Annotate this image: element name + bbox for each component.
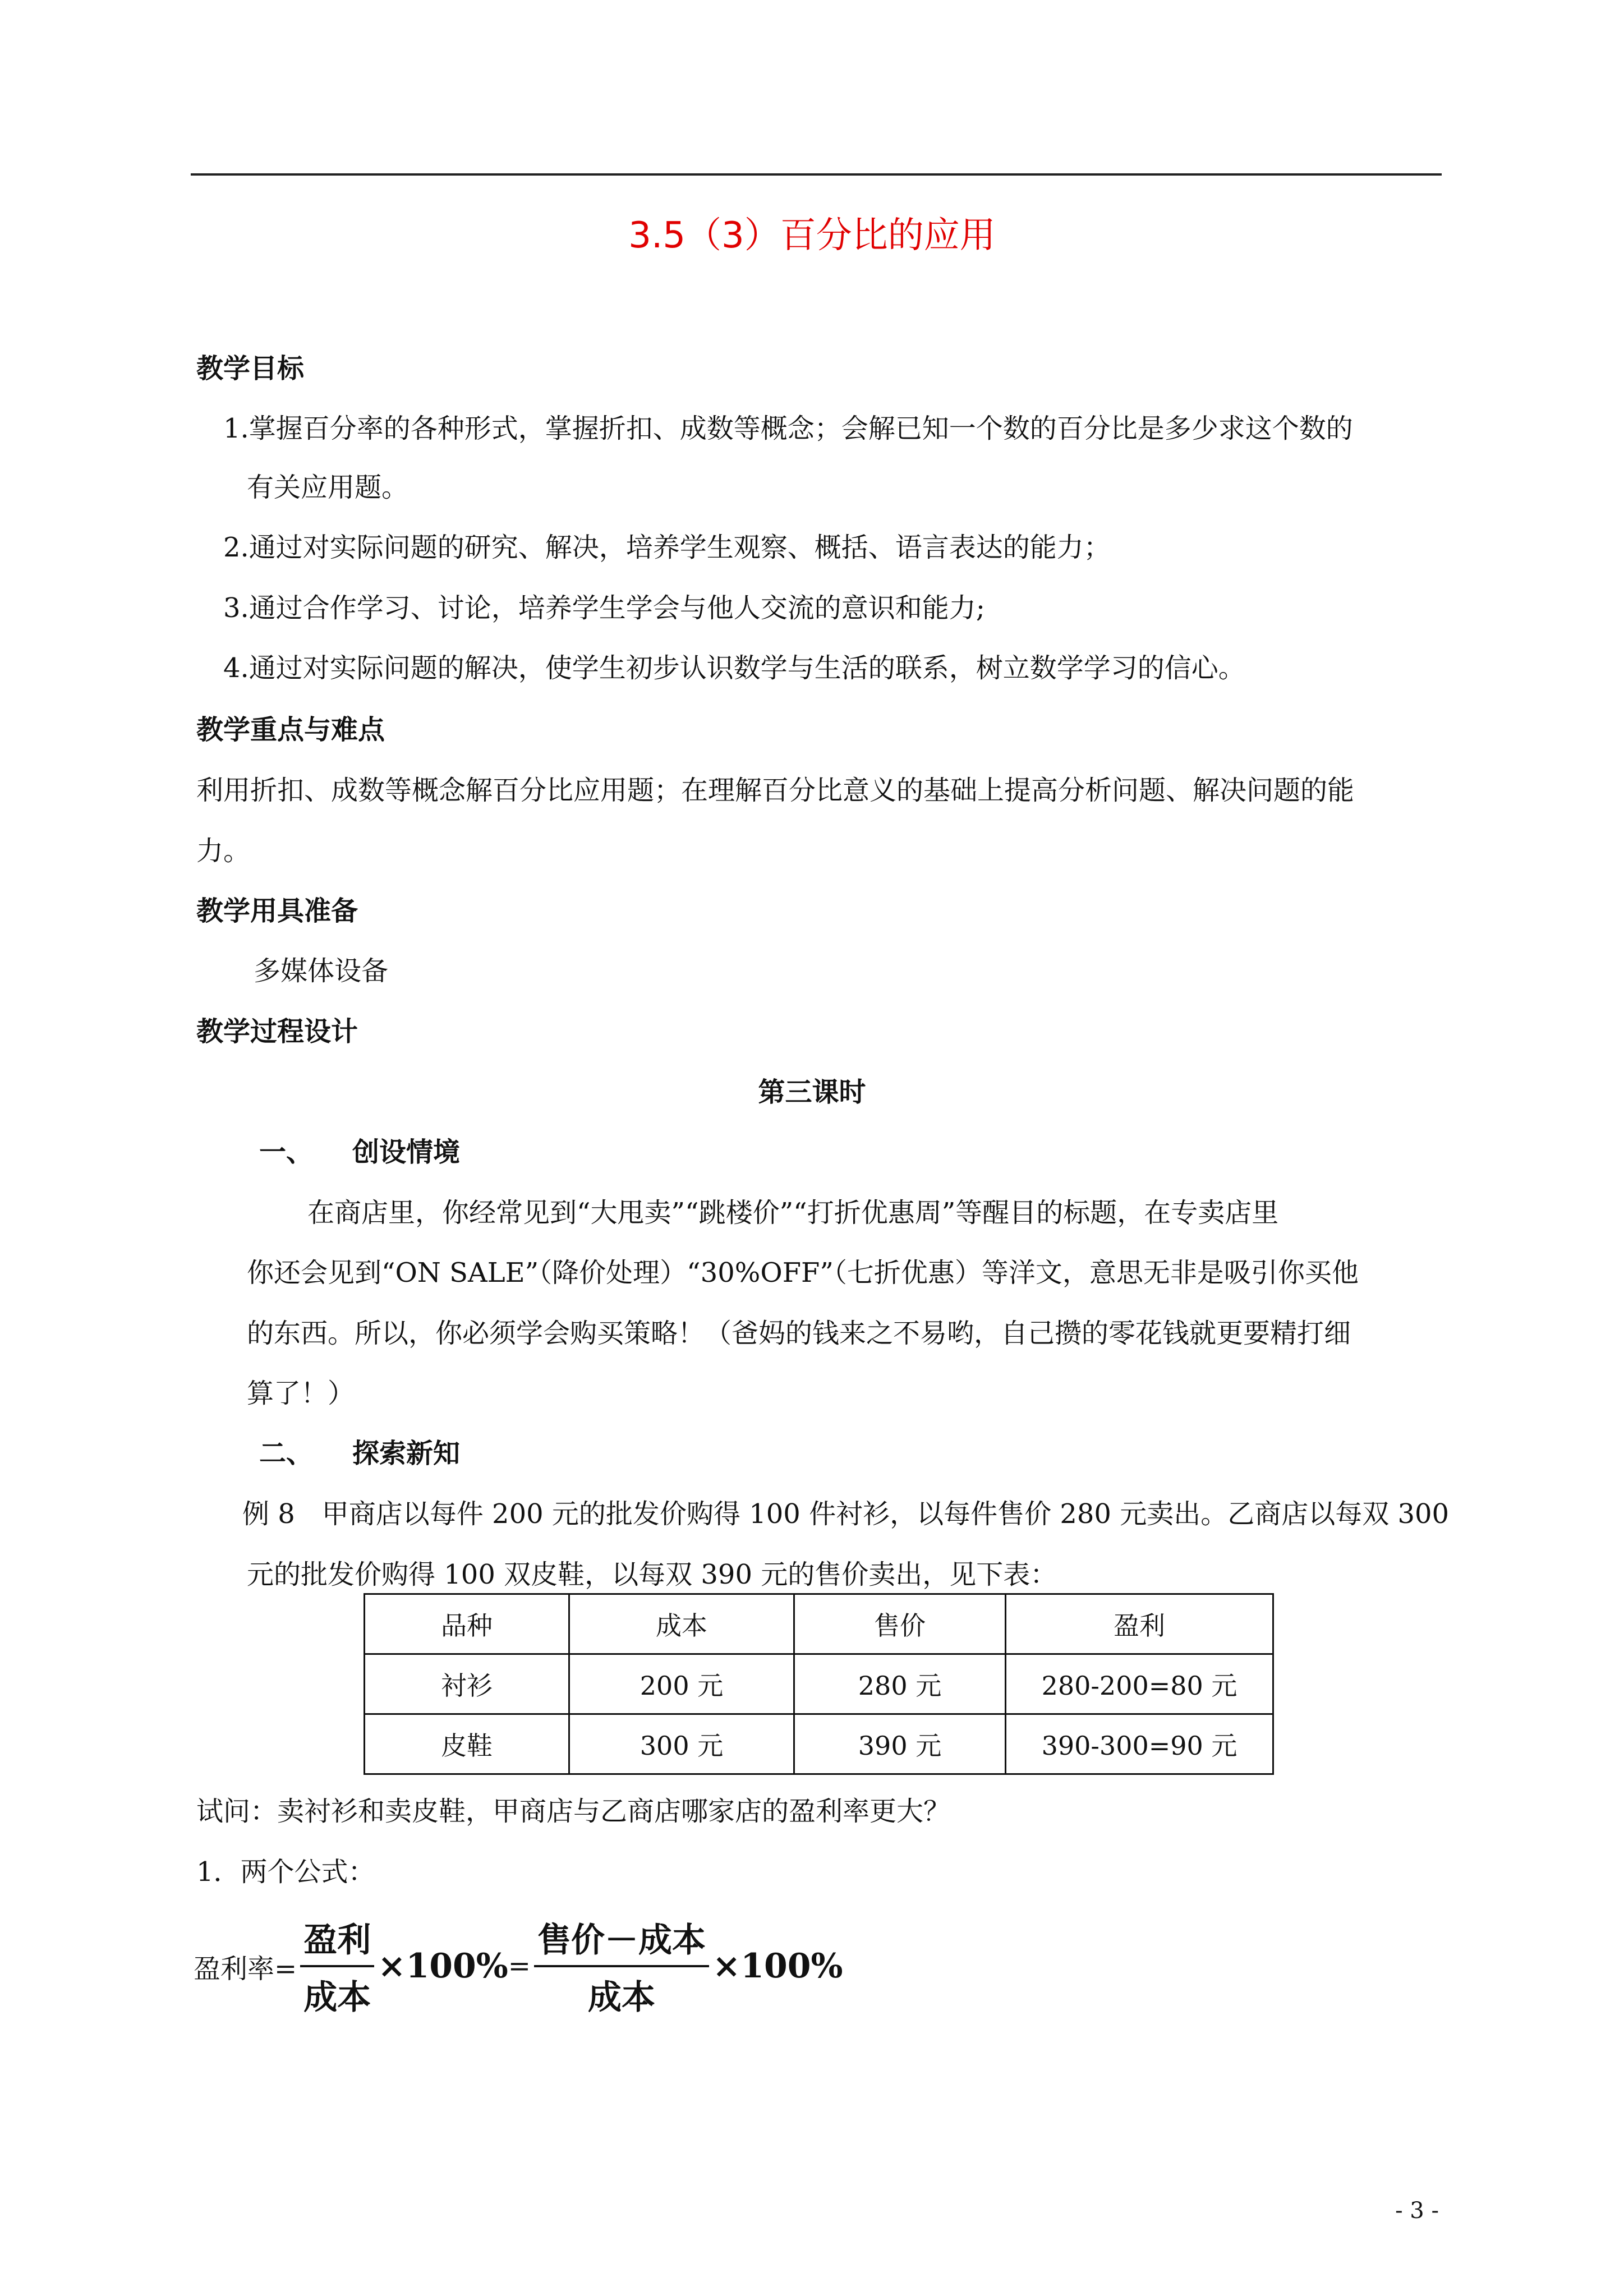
fraction-denominator: 成本 [587, 1978, 655, 2017]
section1-number: 一、 [259, 1137, 314, 1168]
formula-equals: = [508, 1950, 531, 1982]
table-header-cell: 售价 [794, 1594, 1006, 1654]
fraction-bar [300, 1965, 374, 1967]
section1-line: 算了！） [247, 1378, 355, 1409]
page-title: 3.5（3）百分比的应用 [628, 215, 996, 256]
section1-line: 在商店里，你经常见到“大甩卖”“跳楼价”“打折优惠周”等醒目的标题，在专卖店里 [307, 1197, 1279, 1228]
example-line: 元的批发价购得 100 双皮鞋，以每双 390 元的售价卖出，见下表： [247, 1559, 1057, 1590]
fraction-bar [534, 1965, 709, 1967]
table-header-row [365, 1594, 1273, 1654]
formula-lhs: 盈利率= [194, 1953, 297, 1985]
goal-item: 4.通过对实际问题的解决，使学生初步认识数学与生活的联系，树立数学学习的信心。 [223, 652, 1245, 684]
table-cell: 衬衫 [365, 1654, 569, 1714]
lesson-title: 第三课时 [758, 1076, 866, 1108]
section1-line: 你还会见到“ON SALE”（降价处理）“30%OFF”（七折优惠）等洋文，意思无非是吸引你买他 [247, 1257, 1359, 1289]
goal-item: 有关应用题。 [247, 472, 409, 503]
key-points-heading: 教学重点与难点 [196, 714, 385, 746]
header-rule [191, 173, 1442, 176]
formulas-label: 1．两个公式： [196, 1856, 375, 1888]
question-text: 试问：卖衬衫和卖皮鞋，甲商店与乙商店哪家店的盈利率更大？ [196, 1796, 951, 1827]
table-row [365, 1654, 1273, 1714]
goals-heading: 教学目标 [196, 353, 305, 384]
table-row [365, 1714, 1273, 1774]
formula-times: ×100% [712, 1947, 843, 1986]
goal-item: 3.通过合作学习、讨论，培养学生学会与他人交流的意识和能力; [223, 592, 985, 624]
table-header-cell: 盈利 [1006, 1594, 1273, 1654]
section2-number: 二、 [259, 1438, 314, 1469]
table-header-cell: 成本 [569, 1594, 794, 1654]
tools-heading: 教学用具准备 [196, 895, 358, 927]
fraction-numerator: 售价－成本 [537, 1921, 706, 1960]
table-cell: 280 元 [794, 1654, 1006, 1714]
formula-times: ×100% [378, 1947, 508, 1986]
tools-text: 多媒体设备 [254, 955, 389, 987]
fraction-price-minus-cost [534, 1913, 709, 2019]
key-points-line: 力。 [196, 835, 251, 867]
key-points-line: 利用折扣、成数等概念解百分比应用题；在理解百分比意义的基础上提高分析问题、解决问题的能 [196, 775, 1355, 806]
table-header-cell: 品种 [365, 1594, 569, 1654]
table-cell: 皮鞋 [365, 1714, 569, 1774]
fraction-denominator: 成本 [303, 1978, 371, 2017]
goal-item: 2.通过对实际问题的研究、解决，培养学生观察、概括、语言表达的能力； [223, 532, 1111, 563]
table-cell: 300 元 [569, 1714, 794, 1774]
fraction-profit-over-cost [300, 1913, 374, 2019]
section1-title: 创设情境 [352, 1137, 461, 1168]
table-cell: 390-300=90 元 [1006, 1714, 1273, 1774]
section2-title: 探索新知 [352, 1438, 461, 1469]
page-number: - 3 - [1395, 2198, 1439, 2224]
process-heading: 教学过程设计 [196, 1016, 358, 1047]
table-cell: 200 元 [569, 1654, 794, 1714]
goal-item: 1.掌握百分率的各种形式，掌握折扣、成数等概念；会解已知一个数的百分比是多少求这个数的 [223, 413, 1353, 444]
table-cell: 390 元 [794, 1714, 1006, 1774]
table-cell: 280-200=80 元 [1006, 1654, 1273, 1714]
profit-rate-formula [194, 1910, 843, 2022]
example-line: 例 8 甲商店以每件 200 元的批发价购得 100 件衬衫，以每件售价 280 元卖出。乙商店以每双 300 [242, 1498, 1450, 1530]
profit-table [364, 1593, 1274, 1775]
fraction-numerator: 盈利 [303, 1921, 371, 1960]
section1-line: 的东西。所以，你必须学会购买策略！（爸妈的钱来之不易哟，自己攒的零花钱就更要精打细 [247, 1318, 1351, 1349]
